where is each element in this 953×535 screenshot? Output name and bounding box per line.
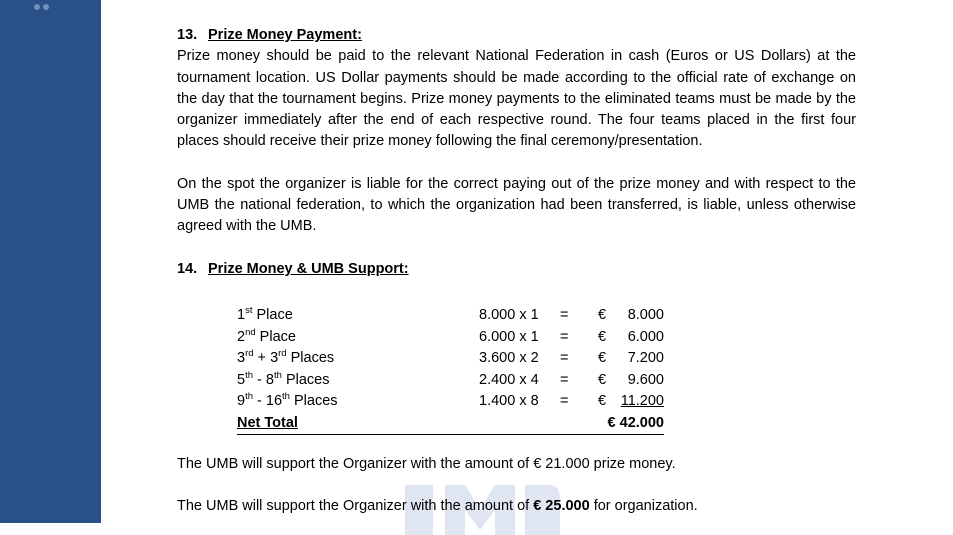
support-org-post: for organization. (589, 498, 698, 514)
place-start-suffix: th (245, 369, 254, 381)
net-total-value: € 42.000 (598, 413, 664, 435)
section-13-number: 13. (177, 27, 198, 43)
place-end-suffix: th (282, 391, 290, 402)
place-separator: - (253, 371, 266, 388)
place-end: 3 (270, 350, 279, 366)
prize-amount-cell (598, 305, 664, 327)
prize-row (237, 305, 664, 327)
equals-sign: = (560, 393, 569, 409)
prize-amount-cell (598, 370, 664, 392)
net-total-row (237, 413, 664, 435)
place-word: Place (255, 328, 296, 345)
prize-calculation: 2.400 x 4 (479, 371, 539, 388)
section-14-number: 14. (177, 260, 198, 277)
prize-amount: 9.600 (627, 371, 664, 388)
place-start: 1 (237, 307, 246, 323)
place-start: 3 (237, 350, 246, 366)
place-separator: - (253, 393, 266, 409)
place-start: 9 (237, 393, 246, 409)
currency-symbol: € (598, 328, 607, 345)
support-org-pre: The UMB will support the Organizer with the amount of (177, 498, 534, 514)
sidebar-dots (34, 4, 49, 10)
prize-calculation: 1.400 x 8 (479, 393, 539, 409)
prize-place (237, 391, 479, 413)
place-separator: + (253, 350, 271, 366)
place-end: 16 (265, 393, 283, 409)
prize-calculation: 6.000 x 1 (479, 328, 539, 345)
net-total-label: Net Total (237, 413, 479, 435)
place-word: Places (286, 350, 335, 366)
place-word: Places (289, 393, 338, 409)
prize-amount: 7.200 (627, 350, 664, 366)
place-end-suffix: rd (278, 348, 287, 359)
place-end-suffix: th (273, 369, 282, 381)
prize-place (237, 370, 479, 392)
prize-amount: 6.000 (627, 328, 664, 345)
prize-amount: 11.200 (620, 393, 664, 409)
prize-row (237, 370, 664, 392)
currency-symbol: € (598, 393, 607, 409)
prize-row (237, 391, 664, 413)
prize-amount-cell (598, 391, 664, 413)
section-13-paragraph-1: Prize money should be paid to the relevant National Federation in cash (Euros or US Dollars) at the tournament location. US Dollar payments should be made according to the official rate of exchange on the day that the tournament begins. Prize money payments to the eliminated teams must be made by the organizer immediately after the end of each respective round. The four teams placed in the first four places should receive their prize money following the final ceremony/presentation. (177, 48, 856, 150)
prize-amount-cell (598, 348, 664, 370)
section-13-title: Prize Money Payment: (208, 27, 362, 43)
prize-row (237, 348, 664, 370)
section-14-title: Prize Money & UMB Support: (208, 260, 409, 277)
place-end: 8 (265, 371, 274, 388)
support-organization-text (177, 498, 698, 514)
prize-place (237, 327, 479, 349)
place-start-suffix: st (245, 305, 253, 316)
prize-calculation: 8.000 x 1 (479, 307, 539, 323)
prize-amount-cell (598, 327, 664, 349)
support-prize-text: The UMB will support the Organizer with the amount of € 21.000 prize money. (177, 456, 676, 472)
place-start: 2 (237, 328, 246, 345)
sidebar-band (0, 0, 101, 523)
place-start: 5 (237, 371, 246, 388)
prize-place (237, 348, 479, 370)
section-14-heading (177, 259, 856, 280)
place-start-suffix: nd (245, 326, 256, 338)
currency-symbol: € (598, 307, 607, 323)
equals-sign: = (560, 371, 569, 388)
prize-row (237, 327, 664, 349)
place-word: Places (281, 371, 330, 388)
section-13-paragraph-2: On the spot the organizer is liable for the correct paying out of the prize money and with respect to the UMB the national federation, to which the organization had been transferred, is liable, unless otherwise agreed with the UMB. (177, 175, 856, 235)
section-13-heading (177, 25, 856, 46)
prize-amount: 8.000 (627, 307, 664, 323)
place-start-suffix: th (245, 391, 254, 402)
support-org-amount: € 25.000 (533, 498, 590, 514)
equals-sign: = (560, 350, 569, 366)
equals-sign: = (560, 307, 569, 323)
document-body (177, 25, 856, 280)
place-start-suffix: rd (245, 348, 254, 359)
prize-calculation: 3.600 x 2 (479, 350, 539, 366)
equals-sign: = (560, 328, 569, 345)
prize-money-table (237, 305, 664, 435)
prize-place (237, 305, 479, 327)
currency-symbol: € (598, 371, 607, 388)
place-word: Place (252, 307, 293, 323)
currency-symbol: € (598, 350, 607, 366)
